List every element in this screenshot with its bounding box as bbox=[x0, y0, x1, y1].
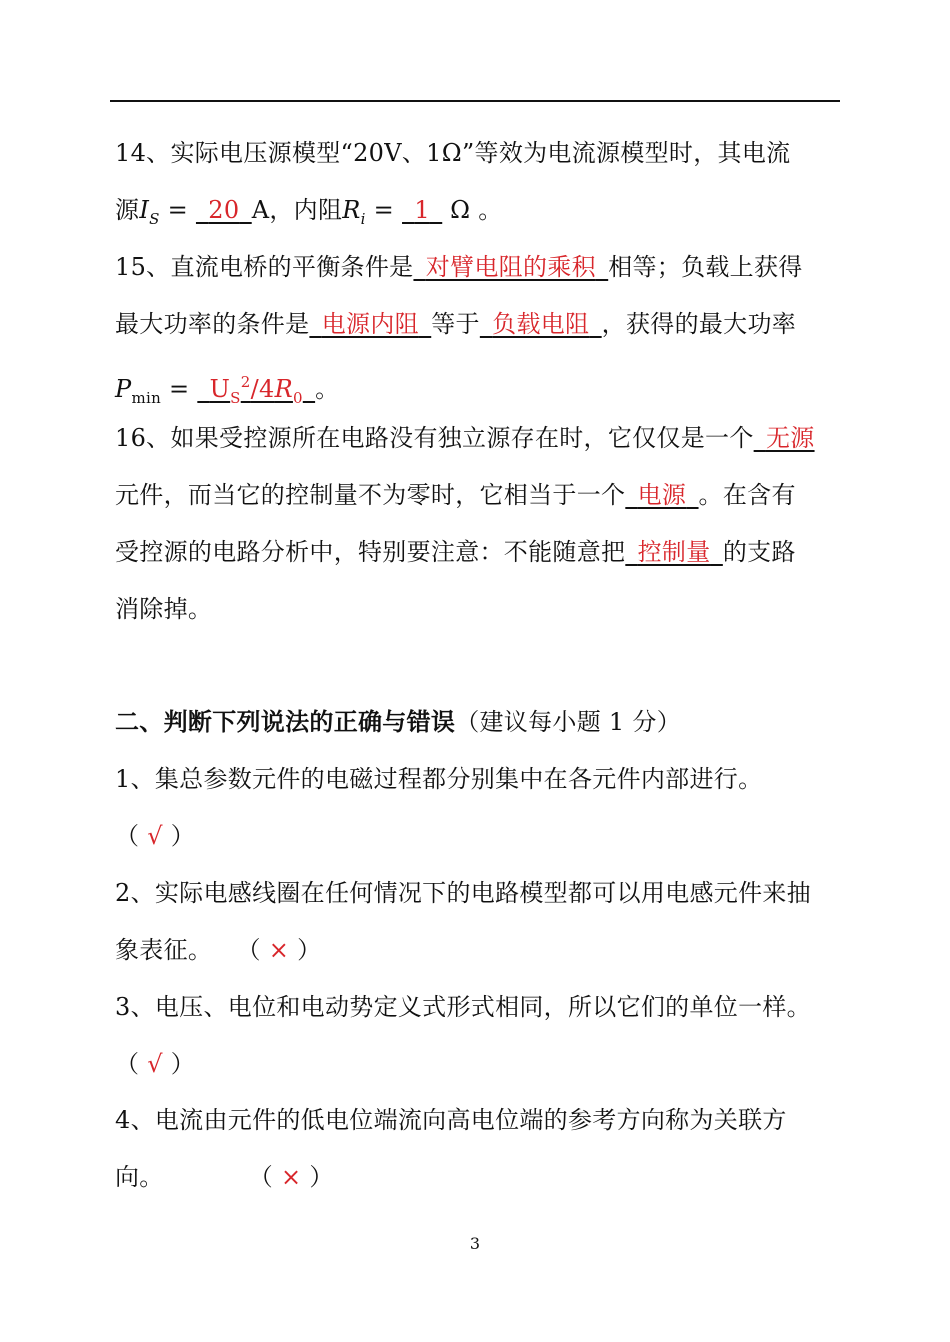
check-mark-icon: √ bbox=[147, 1050, 163, 1078]
judgment-item-2: 2、实际电感线圈在任何情况下的电路模型都可以用电感元件来抽 bbox=[115, 879, 811, 907]
q16-line3: 受控源的电路分析中，特别要注意：不能随意把 控制量 的支路 bbox=[115, 538, 796, 566]
answer-blank: 1 bbox=[414, 196, 430, 224]
judgment-item-3: 3、电压、电位和电动势定义式形式相同，所以它们的单位一样。 bbox=[115, 993, 811, 1021]
q14-line2: 源$I_S$ = 20 A，内阻$R_i$ = 1 Ω 。 bbox=[115, 196, 503, 228]
answer-blank: 控制量 bbox=[637, 538, 711, 566]
header-rule bbox=[110, 100, 840, 102]
q16-line4: 消除掉。 bbox=[115, 595, 213, 623]
answer-blank: 20 bbox=[208, 196, 240, 224]
judgment-item-2-line2: 象表征。 （ × ） bbox=[115, 936, 322, 964]
judgment-item-1-answer: （ √ ） bbox=[115, 822, 196, 850]
answer-blank: 对臂电阻的乘积 bbox=[425, 253, 596, 281]
judgment-item-4: 4、电流由元件的低电位端流向高电位端的参考方向称为关联方 bbox=[115, 1106, 787, 1134]
answer-blank: 负载电阻 bbox=[492, 310, 590, 338]
check-mark-icon: √ bbox=[147, 822, 163, 850]
judgment-item-3-answer: （ √ ） bbox=[115, 1050, 196, 1078]
answer-blank: 无源 bbox=[765, 424, 815, 452]
q16-line1: 16、如果受控源所在电路没有独立源存在时，它仅仅是一个 无源 bbox=[115, 424, 815, 452]
q15-line3: $P_{min}$ = $U_S^2/4R_0$ 。 bbox=[115, 373, 340, 407]
section-heading: 二、判断下列说法的正确与错误（建议每小题 1 分） bbox=[115, 707, 682, 736]
judgment-item-1: 1、集总参数元件的电磁过程都分别集中在各元件内部进行。 bbox=[115, 765, 763, 793]
answer-blank: 电源内阻 bbox=[321, 310, 419, 338]
cross-mark-icon: × bbox=[281, 1163, 302, 1191]
answer-blank: 电源 bbox=[637, 481, 687, 509]
judgment-item-4-line2: 向。 （ × ） bbox=[115, 1163, 334, 1191]
q16-line2: 元件，而当它的控制量不为零时，它相当于一个 电源 。在含有 bbox=[115, 481, 796, 509]
page-number: 3 bbox=[469, 1234, 481, 1253]
q15-line2: 最大功率的条件是 电源内阻 等于 负载电阻 ，获得的最大功率 bbox=[115, 310, 797, 338]
q15-line1: 15、直流电桥的平衡条件是 对臂电阻的乘积 相等；负载上获得 bbox=[115, 253, 803, 281]
cross-mark-icon: × bbox=[268, 936, 290, 964]
answer-blank: $U_S^2/4R_0$ bbox=[209, 373, 303, 407]
q14-line1: 14、实际电压源模型“20V、1Ω”等效为电流源模型时，其电流 bbox=[115, 139, 791, 167]
